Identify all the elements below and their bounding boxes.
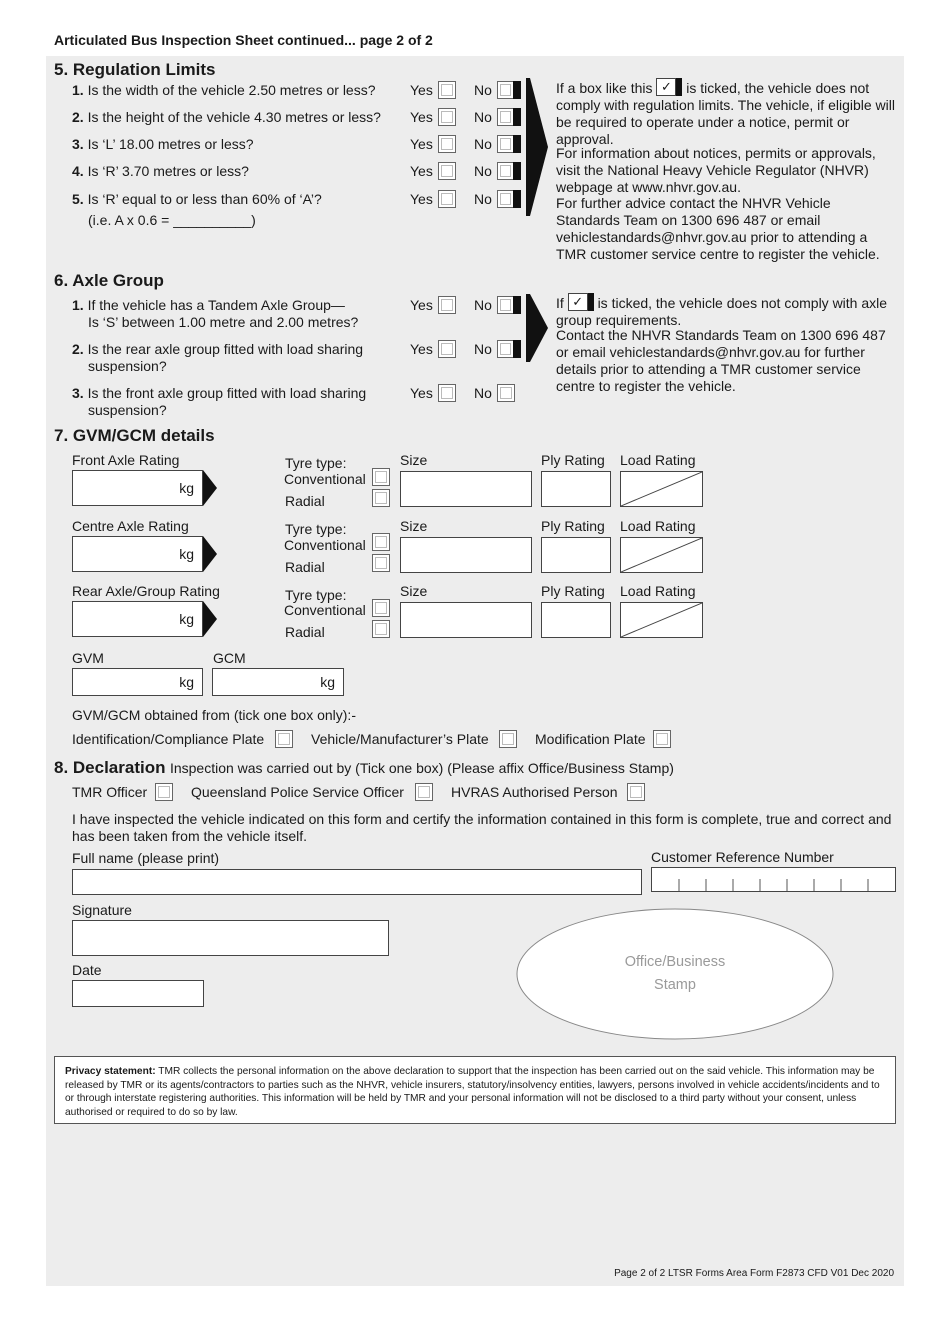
s5-q5-no-checkbox[interactable] (497, 190, 521, 208)
section-7-title: 7. GVM/GCM details (54, 426, 215, 445)
s6-note-before: If (556, 295, 564, 311)
signature-label: Signature (72, 902, 132, 918)
s5-question-1 (72, 82, 376, 99)
section-6-title: 6. Axle Group (54, 271, 164, 290)
s6-question-2-sub: suspension? (88, 358, 167, 374)
yes-label: Yes (410, 163, 433, 179)
centre-axle-rating-input[interactable] (72, 536, 203, 572)
full-name-input[interactable] (72, 869, 642, 895)
rear-axle-group-rating-label: Rear Axle/Group Rating (72, 583, 220, 599)
yes-label: Yes (410, 136, 433, 152)
privacy-label: Privacy statement: (65, 1066, 156, 1077)
question-number: 2. (72, 341, 84, 357)
s6-question-3-sub: suspension? (88, 402, 167, 418)
s6-q3-no-checkbox[interactable] (497, 384, 515, 402)
size-label: Size (400, 518, 428, 534)
rear-conventional-checkbox[interactable] (372, 599, 390, 617)
radial-label: Radial (285, 559, 325, 575)
load-rating-label: Load Rating (620, 452, 696, 468)
customer-reference-number-label: Customer Reference Number (651, 849, 834, 865)
front-size-input[interactable] (400, 471, 532, 507)
arrow-right-icon (203, 601, 217, 637)
privacy-statement (54, 1056, 896, 1124)
s5-q1-no-checkbox[interactable] (497, 81, 521, 99)
load-rating-label: Load Rating (620, 583, 696, 599)
s6-note-2: Contact the NHVR Standards Team on 1300 696 487 or email vehiclestandards@nhvr.gov.au for further details prior to attending a TMR customer service centre to register the vehicle. (556, 327, 886, 394)
s5-bracket-arrow-icon (524, 78, 550, 216)
tmr-officer-label: TMR Officer (72, 784, 148, 800)
load-rating-label: Load Rating (620, 518, 696, 534)
tyre-type-label: Tyre type: (285, 455, 347, 471)
page-footer: Page 2 of 2 LTSR Forms Area Form F2873 CFD V01 Dec 2020 (614, 1268, 894, 1279)
question-number: 2. (72, 109, 84, 125)
question-number: 3. (72, 385, 84, 401)
yes-label: Yes (410, 385, 433, 401)
conventional-label: Conventional (284, 602, 366, 618)
hvras-authorised-person-label: HVRAS Authorised Person (451, 784, 618, 800)
s5-question-5 (72, 191, 322, 208)
s5-q2-yes-checkbox[interactable] (438, 108, 456, 126)
ply-rating-label: Ply Rating (541, 452, 605, 468)
certification-statement: I have inspected the vehicle indicated on this form and certify the information contained in this form is complete, true and correct and has been taken from the vehicle itself. (72, 811, 892, 844)
centre-ply-rating-input[interactable] (541, 537, 611, 573)
page-header: Articulated Bus Inspection Sheet continued... page 2 of 2 (54, 32, 433, 48)
s5-q3-no-checkbox[interactable] (497, 135, 521, 153)
kg-unit: kg (179, 611, 194, 627)
size-label: Size (400, 583, 428, 599)
arrow-right-icon (203, 536, 217, 572)
question-text: If the vehicle has a Tandem Axle Group— (87, 297, 345, 313)
customer-reference-number-input[interactable] (651, 867, 896, 892)
front-radial-checkbox[interactable] (372, 489, 390, 507)
question-text: Is the front axle group fitted with load sharing (87, 385, 367, 401)
question-text: Is the width of the vehicle 2.50 metres or less? (87, 82, 376, 98)
kg-unit: kg (179, 480, 194, 496)
section-8-title: 8. Declaration (54, 758, 166, 777)
full-name-label: Full name (please print) (72, 850, 220, 866)
gcm-label: GCM (213, 650, 246, 666)
s5-q2-no-checkbox[interactable] (497, 108, 521, 126)
kg-unit: kg (179, 546, 194, 562)
gcm-input[interactable] (212, 668, 344, 696)
s6-note-after: is ticked, the vehicle does not comply with axle group requirements. (556, 295, 888, 328)
s5-q4-yes-checkbox[interactable] (438, 162, 456, 180)
s5-note-3: For further advice contact the NHVR Vehicle Standards Team on 1300 696 487 or email vehiclestandards@nhvr.gov.au prior to attending a TMR customer service centre to register the vehicle. (556, 195, 880, 262)
s5-note-2: For information about notices, permits or approvals, visit the National Heavy Vehicle Regulator (NHVR) webpage at www.nhvr.gov.au. (556, 145, 876, 195)
s5-question-3 (72, 136, 254, 153)
no-label: No (474, 82, 492, 98)
s6-note (556, 293, 896, 329)
s5-q5-yes-checkbox[interactable] (438, 190, 456, 208)
stamp-placeholder (515, 951, 835, 997)
no-label: No (474, 297, 492, 313)
ticked-box-example-icon: ✓ (656, 78, 682, 96)
s6-q2-no-checkbox[interactable] (497, 340, 521, 358)
front-axle-rating-input[interactable] (72, 470, 203, 506)
s5-question-2 (72, 109, 381, 126)
date-input[interactable] (72, 980, 204, 1007)
section-5-title: 5. Regulation Limits (54, 60, 216, 79)
s5-note (556, 78, 896, 148)
question-text: Is ‘R’ 3.70 metres or less? (87, 163, 249, 179)
conventional-label: Conventional (284, 537, 366, 553)
question-text: Is the rear axle group fitted with load sharing (87, 341, 364, 357)
gvm-gcm-obtained-from-label: GVM/GCM obtained from (tick one box only):- (72, 707, 356, 723)
gvm-label: GVM (72, 650, 104, 666)
yes-label: Yes (410, 341, 433, 357)
yes-label: Yes (410, 297, 433, 313)
s6-q1-yes-checkbox[interactable] (438, 296, 456, 314)
identification-compliance-plate-checkbox[interactable] (275, 730, 293, 748)
centre-axle-rating-label: Centre Axle Rating (72, 518, 189, 534)
centre-radial-checkbox[interactable] (372, 554, 390, 572)
stamp-line-2: Stamp (654, 977, 696, 993)
yes-label: Yes (410, 82, 433, 98)
no-label: No (474, 191, 492, 207)
s5-note-after: is ticked, the vehicle does not comply with regulation limits. The vehicle, if eligible will be required to operate under a notice, permit or approval. (556, 80, 895, 147)
s5-note-before: If a box like this (556, 80, 653, 96)
conventional-label: Conventional (284, 471, 366, 487)
front-axle-rating-label: Front Axle Rating (72, 452, 180, 468)
identification-compliance-plate-label: Identification/Compliance Plate (72, 731, 265, 747)
s6-q1-no-checkbox[interactable] (497, 296, 521, 314)
privacy-text: TMR collects the personal information on the above declaration to support that the inspection has been carried out on the said vehicle. This information may be released by TMR or its agents/contractors to parties such as the NHVR, vehicle insurers, statutory/insolvency entities, lawyers, persons involved in vehicle accidents/incidents and to or through interstate registering authorities. This information will be held by TMR and your personal information will not be disclosed to a third party without your consent, unless authorised or required to do so by law. (65, 1066, 880, 1118)
no-label: No (474, 385, 492, 401)
s6-bracket-arrow-icon (524, 294, 550, 362)
centre-size-input[interactable] (400, 537, 532, 573)
vehicle-manufacturer-plate-checkbox[interactable] (499, 730, 517, 748)
centre-conventional-checkbox[interactable] (372, 533, 390, 551)
question-number: 1. (72, 82, 84, 98)
question-number: 5. (72, 191, 84, 207)
yes-label: Yes (410, 109, 433, 125)
hvras-authorised-person-checkbox[interactable] (627, 783, 645, 801)
rear-radial-checkbox[interactable] (372, 620, 390, 638)
tyre-type-label: Tyre type: (285, 521, 347, 537)
question-number: 1. (72, 297, 84, 313)
kg-unit: kg (320, 674, 335, 690)
size-label: Size (400, 452, 428, 468)
s5-q3-yes-checkbox[interactable] (438, 135, 456, 153)
question-text: Is ‘R’ equal to or less than 60% of ‘A’? (87, 191, 322, 207)
s5-question-4 (72, 163, 249, 180)
rear-size-input[interactable] (400, 602, 532, 638)
s5-q4-no-checkbox[interactable] (497, 162, 521, 180)
kg-unit: kg (179, 674, 194, 690)
qps-officer-label: Queensland Police Service Officer (191, 784, 404, 800)
s6-question-1-sub: Is ‘S’ between 1.00 metre and 2.00 metres? (88, 314, 359, 330)
radial-label: Radial (285, 624, 325, 640)
question-text: Is the height of the vehicle 4.30 metres or less? (87, 109, 381, 125)
front-conventional-checkbox[interactable] (372, 468, 390, 486)
s6-question-1 (72, 297, 345, 314)
s6-question-3 (72, 385, 366, 402)
ply-rating-label: Ply Rating (541, 583, 605, 599)
signature-input[interactable] (72, 920, 389, 956)
gvm-input[interactable] (72, 668, 203, 696)
no-label: No (474, 136, 492, 152)
vehicle-manufacturer-plate-label: Vehicle/Manufacturer’s Plate (311, 731, 489, 747)
s5-q1-yes-checkbox[interactable] (438, 81, 456, 99)
rear-ply-rating-input[interactable] (541, 602, 611, 638)
no-label: No (474, 163, 492, 179)
section-8-subtitle: Inspection was carried out by (Tick one box) (Please affix Office/Business Stamp) (169, 760, 674, 776)
front-ply-rating-input[interactable] (541, 471, 611, 507)
tmr-officer-checkbox[interactable] (155, 783, 173, 801)
section-8-heading (54, 758, 674, 778)
yes-label: Yes (410, 191, 433, 207)
ply-rating-label: Ply Rating (541, 518, 605, 534)
stamp-line-1: Office/Business (624, 954, 726, 970)
no-label: No (474, 109, 492, 125)
arrow-right-icon (203, 470, 217, 506)
qps-officer-checkbox[interactable] (415, 783, 433, 801)
rear-axle-group-rating-input[interactable] (72, 601, 203, 637)
centre-load-rating-box (620, 537, 703, 573)
front-load-rating-box (620, 471, 703, 507)
ticked-box-example-icon: ✓ (568, 293, 594, 311)
s6-question-2 (72, 341, 363, 358)
no-label: No (474, 341, 492, 357)
tyre-type-label: Tyre type: (285, 587, 347, 603)
date-label: Date (72, 962, 102, 978)
modification-plate-label: Modification Plate (535, 731, 646, 747)
s5-question-5-sub: (i.e. A x 0.6 = __________) (88, 212, 256, 228)
question-number: 3. (72, 136, 84, 152)
s6-q3-yes-checkbox[interactable] (438, 384, 456, 402)
question-text: Is ‘L’ 18.00 metres or less? (87, 136, 254, 152)
question-number: 4. (72, 163, 84, 179)
rear-load-rating-box (620, 602, 703, 638)
s6-q2-yes-checkbox[interactable] (438, 340, 456, 358)
radial-label: Radial (285, 493, 325, 509)
modification-plate-checkbox[interactable] (653, 730, 671, 748)
